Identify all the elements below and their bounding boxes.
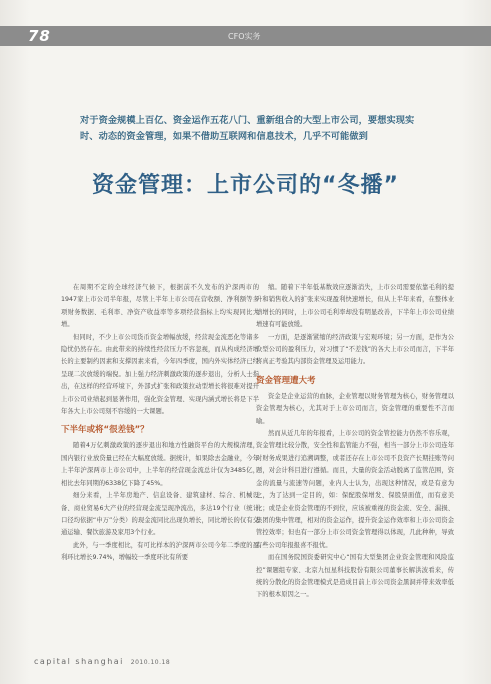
- body-paragraph: 随着4万亿刺激政策的逐步退出和地方性融资平台的大规模清理，国内银行业放贷量已经在大幅度放缓。据统计，如果除去金融业，今年上半年沪深两市上市公司中，上半年的经营现金流总计仅为3485亿，相比去年同期的6338亿下降了45%。: [61, 442, 259, 487]
- body-paragraph: 而在国务院国资委研究中心“国有大型集团企业资金管理和风险监控”课题组专家、北京九恒星科技股份有限公司董事长解洪波看来，传统的分散化的资金管理模式是造成目前上市公司资金黑洞并带来效率低下的根本原因之一。: [256, 554, 454, 599]
- footer: [34, 657, 170, 666]
- section-label: CFO实务: [228, 32, 261, 41]
- body-paragraph: 一方面，是逐渐紧缩的经济政策与宏观环境；另一方面，是作为公众型公司的盈利压力，对习惯了“不差钱”的各大上市公司而言，下半年将真正考验其内部资金管理及运用能力。: [256, 333, 454, 366]
- page-number: 78: [28, 27, 51, 45]
- magazine-name: capital shanghai: [34, 657, 124, 666]
- section-heading: 下半年或将“很差钱”？: [61, 425, 149, 436]
- section-heading: 资金管理遭大考: [256, 375, 316, 386]
- body-paragraph: 在周期不定的全球经济气候下，根据前不久发布的沪深两市的1947家上市公司半年报，尽管上半年上市公司在营收额、净利额等多项财务数据、毛利率、净资产收益率等多项经营指标上均实现同比大增。: [61, 284, 259, 329]
- left-column: [61, 282, 259, 565]
- right-column: [256, 282, 454, 602]
- body-paragraph: 然而从近几年的年报看，上市公司的资金管控能力仍然不容乐观，资金管理比较分散，安全性和监管能力不强，相当一部分上市公司连年对财务成果进行追溯调整，或者还存在上市公司不良资产长期挂账等问题，对会计科目进行遵循。而且，大量的资金活动脱离了监管范围，资金的流量与流速等问题，业内人士认为，出现这种情况，或是有意为之，为了达到一定目的，如：保配股保增发、保股票面值，而有意美化；或是企业资金管理的不到位，应该被重视的资金流、安全、漏损、集团的集中管理，相对的资金运作，提升资金运作效率和上市公司资金管控效率；但也有一部分上市公司资金管理得以体现，几此种种，导致有些公司年报报喜不报忧。: [256, 430, 454, 549]
- body-paragraph: 资金是企业运营的血脉，企业管理以财务管理为核心，财务管理以资金管理为核心，尤其对于上市公司而言，资金管理的重要性不言而喻。: [256, 392, 454, 425]
- article-title: 资金管理：上市公司的“冬播”: [92, 173, 399, 198]
- body-paragraph: 缩。随着下半年低基数效应逐渐消失，上市公司需要依靠毛利的提升和销售收入的扩张来实现盈利快速增长，但从上半年来看，在整体业绩增长的同时，上市公司毛利率却没有明显改善，下半年上市公司业绩增速有可能放缓。: [256, 284, 454, 329]
- lead-paragraph: 对于资金规模上百亿、资金运作五花八门、重新组合的大型上市公司，要想实现实时、动态的资金管理，如果不借助互联网和信息技术，几乎不可能做到: [80, 115, 415, 142]
- issue-date: 2010.10.18: [130, 659, 171, 666]
- body-paragraph: 细分来看，上半年房地产、信息设备、建筑建材、综合、机械设备、商业贸易6大产业的经营现金流呈现净流出，多达19个行业（统计口径均依据“申万”分类）的现金流同比出现负增长，同比增长的仅有交通运输、餐饮旅游及家用3个行业。: [61, 492, 259, 537]
- body-paragraph: 但同时，不少上市公司货币资金增幅放缓，经营现金流恶化等诸多隐忧仍然存在。由此带来的持续性经营压力不容忽视，而从构成经济增长的主要制约因素和支撑因素来看，今年四季度，国内外实体经济已经呈现二次放缓的端倪。加上强力经济刺激政策的逐步退出，分析人士指出，在这样的经营环境下，外部式扩张和政策拉动型增长将很难对提升上市公司业绩起到显著作用，强化资金管理、实现内涵式增长将是下半年各大上市公司刻不容缓的一大课题。: [61, 333, 259, 416]
- body-paragraph: 此外，与一季度相比，有可比样本的沪深两市公司今年二季度的盈利环比增长9.74%，增幅较一季度环比有所要: [61, 541, 259, 562]
